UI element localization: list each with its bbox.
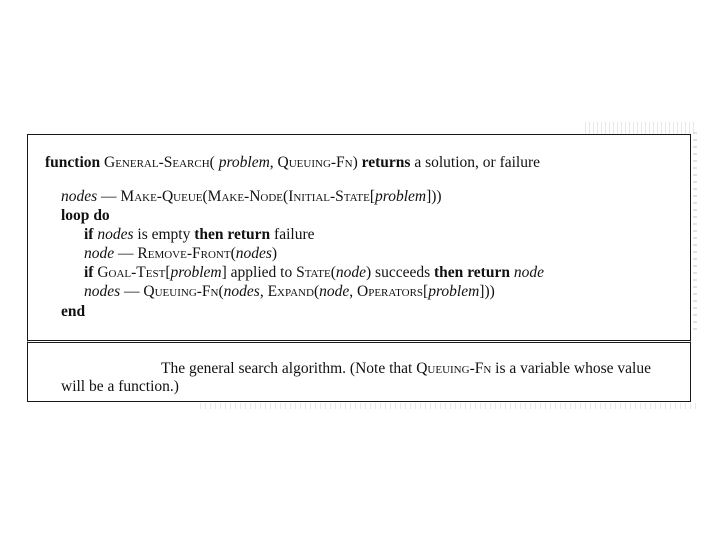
code-line-make-queue: nodes — Make-Queue(Make-Node(Initial-State[problem])) <box>61 188 442 205</box>
caption-line-1: The general search algorithm. (Note that Queuing-Fn is a variable whose value <box>161 360 651 377</box>
code-line-if-empty: if nodes is empty then return failure <box>84 226 315 243</box>
algorithm-box <box>27 134 691 340</box>
code-line-remove-front: node — Remove-Front(nodes) <box>84 245 278 262</box>
keyword-returns: returns <box>361 154 411 171</box>
param-queuing-fn: Queuing-Fn <box>277 154 353 171</box>
param-problem: problem <box>218 154 270 171</box>
function-name: General-Search <box>104 154 210 171</box>
scan-artifact-top <box>585 122 697 134</box>
caption-line-2: will be a function.) <box>61 378 179 395</box>
function-header: function General-Search( problem, Queuing-Fn) returns a solution, or failure <box>45 154 541 171</box>
scan-artifact-bottom <box>200 403 697 409</box>
header-rest: a solution, or failure <box>410 154 541 171</box>
keyword-function: function <box>45 154 101 171</box>
code-line-loop-do: loop do <box>61 207 110 224</box>
caption-box <box>27 340 691 402</box>
code-line-queuing-fn: nodes — Queuing-Fn(nodes, Expand(node, Operators[problem])) <box>84 283 495 300</box>
code-line-goal-test: if Goal-Test[problem] applied to State(node) succeeds then return node <box>84 264 544 281</box>
code-line-end: end <box>61 303 86 320</box>
scan-artifact-right <box>693 132 697 332</box>
